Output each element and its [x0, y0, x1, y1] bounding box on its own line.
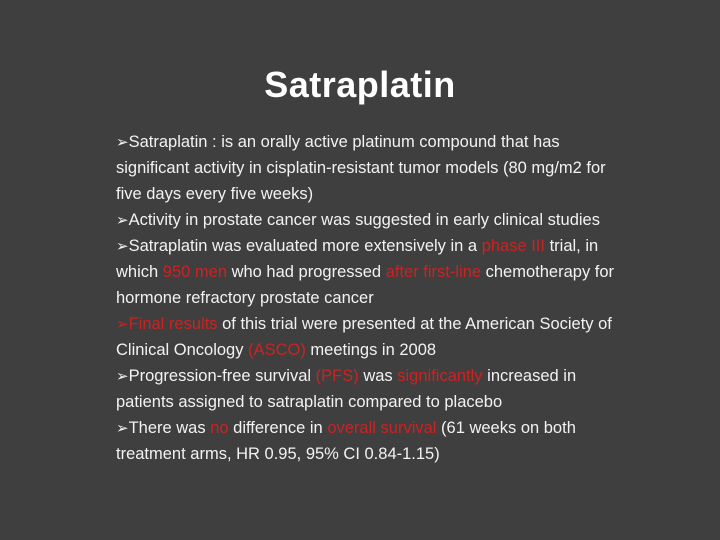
bullet-text: There was	[128, 419, 211, 437]
bullet-item	[116, 415, 616, 467]
bullet-text: of this trial were presented at the American Society of Clinical Oncology	[116, 315, 612, 359]
bullet-text: who had progressed	[227, 263, 386, 281]
bullet-list	[116, 129, 616, 467]
highlighted-text: after first-line	[385, 263, 482, 281]
bullet-text: increased in patients assigned to satraplatin compared to placebo	[116, 367, 577, 411]
bullet-text: trial, in which	[116, 237, 599, 281]
bullet-item	[116, 129, 616, 207]
bullet-text: Satraplatin was evaluated more extensively in a	[128, 237, 482, 255]
highlighted-text: 950 men	[162, 263, 227, 281]
arrow-bullet-icon: ➢	[116, 133, 129, 151]
highlighted-text: phase III	[481, 237, 545, 255]
highlighted-text: (PFS)	[315, 367, 359, 385]
arrow-bullet-icon: ➢	[116, 237, 129, 255]
arrow-bullet-icon: ➢	[116, 367, 129, 385]
bullet-text: Progression-free survival	[128, 367, 316, 385]
highlighted-text: (ASCO)	[248, 341, 306, 359]
bullet-text: (61 weeks on both treatment arms, HR 0.95, 95% CI 0.84-1.15)	[116, 419, 576, 463]
slide-title: Satraplatin	[264, 64, 456, 105]
bullet-text: Activity in prostate cancer was suggested in early clinical studies	[128, 211, 600, 229]
bullet-item	[116, 363, 616, 415]
highlighted-text: Final results	[128, 315, 218, 333]
bullet-item	[116, 207, 616, 233]
arrow-bullet-icon: ➢	[116, 211, 129, 229]
bullet-text: chemotherapy for hormone refractory prostate cancer	[116, 263, 615, 307]
arrow-bullet-icon: ➢	[116, 419, 129, 437]
highlighted-text: overall survival	[327, 419, 437, 437]
bullet-item	[116, 311, 616, 363]
bullet-text: difference in	[228, 419, 328, 437]
highlighted-text: no	[210, 419, 229, 437]
arrow-bullet-icon: ➢	[116, 315, 129, 333]
bullet-text: was	[358, 367, 398, 385]
bullet-item	[116, 233, 616, 311]
highlighted-text: significantly	[397, 367, 483, 385]
bullet-text: meetings in 2008	[305, 341, 437, 359]
bullet-text: Satraplatin : is an orally active platinum compound that has significant activity in cisplatin-resistant tumor models (80 mg/m2 for five days every five weeks)	[116, 133, 606, 203]
